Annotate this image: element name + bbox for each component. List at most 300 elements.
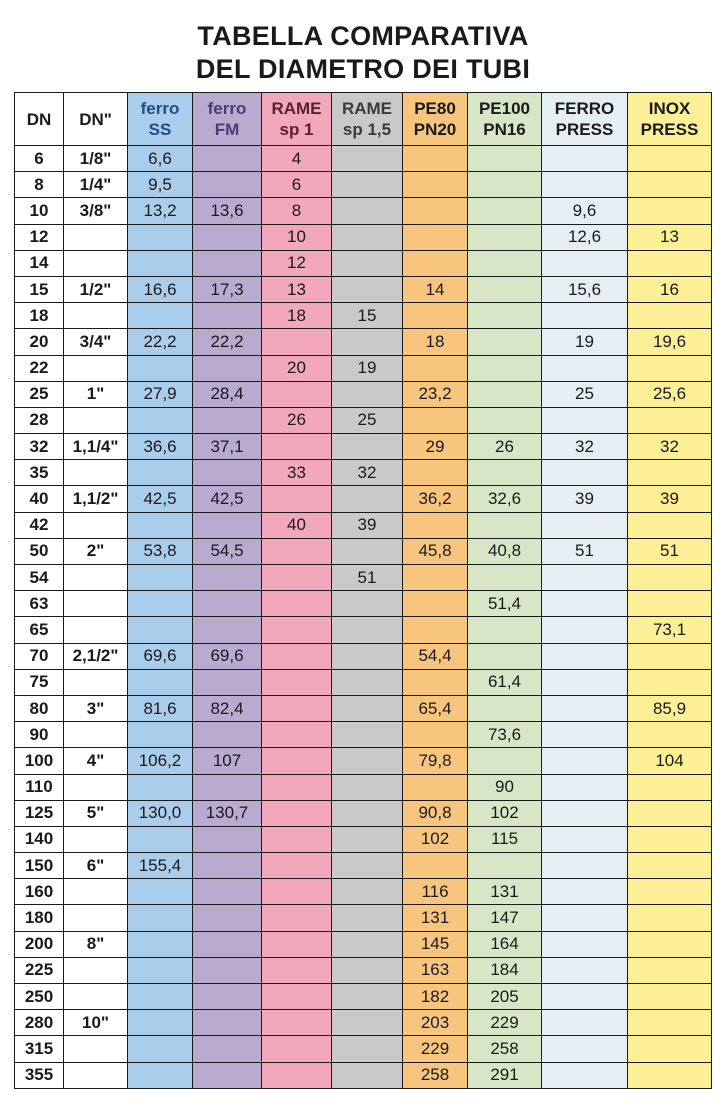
cell-pe100 bbox=[468, 617, 542, 643]
cell-ferro-press bbox=[542, 957, 628, 983]
cell-inox-press bbox=[628, 407, 712, 433]
header-ferro-ss bbox=[128, 93, 193, 146]
pipe-diameter-table bbox=[14, 92, 712, 1089]
header-ferro-ss-l1: ferro bbox=[140, 99, 180, 118]
table-row bbox=[15, 303, 712, 329]
cell-dn: 250 bbox=[15, 984, 64, 1010]
cell-pe100: 115 bbox=[468, 826, 542, 852]
cell-dn: 80 bbox=[15, 695, 64, 721]
header-ferro-fm-l1: ferro bbox=[207, 99, 247, 118]
cell-inox-press: 39 bbox=[628, 486, 712, 512]
cell-rame-sp15: 51 bbox=[332, 565, 403, 591]
cell-pe100 bbox=[468, 303, 542, 329]
table-row bbox=[15, 329, 712, 355]
cell-rame-sp1 bbox=[262, 800, 332, 826]
cell-dn-inch bbox=[64, 1062, 128, 1088]
cell-dn: 180 bbox=[15, 905, 64, 931]
cell-dn-inch bbox=[64, 565, 128, 591]
cell-ferro-fm bbox=[193, 1036, 262, 1062]
cell-rame-sp1 bbox=[262, 381, 332, 407]
cell-pe80 bbox=[403, 224, 468, 250]
cell-ferro-fm: 37,1 bbox=[193, 434, 262, 460]
cell-ferro-ss bbox=[128, 250, 193, 276]
cell-rame-sp1 bbox=[262, 826, 332, 852]
cell-ferro-fm bbox=[193, 512, 262, 538]
cell-pe100 bbox=[468, 460, 542, 486]
cell-ferro-press bbox=[542, 146, 628, 172]
cell-ferro-fm bbox=[193, 250, 262, 276]
header-inox-press bbox=[628, 93, 712, 146]
cell-pe80 bbox=[403, 565, 468, 591]
cell-ferro-fm bbox=[193, 617, 262, 643]
cell-ferro-fm bbox=[193, 303, 262, 329]
cell-ferro-fm: 107 bbox=[193, 748, 262, 774]
cell-ferro-ss bbox=[128, 460, 193, 486]
cell-inox-press bbox=[628, 643, 712, 669]
cell-ferro-press bbox=[542, 1010, 628, 1036]
cell-dn: 110 bbox=[15, 774, 64, 800]
cell-rame-sp1: 12 bbox=[262, 250, 332, 276]
table-row bbox=[15, 984, 712, 1010]
cell-inox-press bbox=[628, 146, 712, 172]
cell-pe80 bbox=[403, 460, 468, 486]
cell-ferro-fm: 28,4 bbox=[193, 381, 262, 407]
cell-rame-sp1: 13 bbox=[262, 276, 332, 302]
cell-inox-press: 19,6 bbox=[628, 329, 712, 355]
cell-dn-inch bbox=[64, 984, 128, 1010]
cell-ferro-fm: 69,6 bbox=[193, 643, 262, 669]
cell-rame-sp1: 18 bbox=[262, 303, 332, 329]
cell-dn: 75 bbox=[15, 669, 64, 695]
cell-inox-press bbox=[628, 1036, 712, 1062]
cell-rame-sp15 bbox=[332, 931, 403, 957]
table-row bbox=[15, 565, 712, 591]
cell-dn-inch bbox=[64, 669, 128, 695]
cell-inox-press bbox=[628, 879, 712, 905]
cell-dn: 100 bbox=[15, 748, 64, 774]
header-ferro-press-l2: PRESS bbox=[555, 120, 614, 139]
cell-ferro-ss bbox=[128, 617, 193, 643]
cell-ferro-ss bbox=[128, 303, 193, 329]
table-row bbox=[15, 486, 712, 512]
table-row bbox=[15, 853, 712, 879]
cell-rame-sp15: 25 bbox=[332, 407, 403, 433]
cell-dn-inch: 1/4" bbox=[64, 172, 128, 198]
cell-ferro-press: 15,6 bbox=[542, 276, 628, 302]
cell-ferro-fm bbox=[193, 879, 262, 905]
cell-pe100 bbox=[468, 224, 542, 250]
cell-ferro-fm: 22,2 bbox=[193, 329, 262, 355]
header-ferro-press-l1: FERRO bbox=[554, 99, 615, 118]
cell-dn-inch: 1/2" bbox=[64, 276, 128, 302]
cell-inox-press bbox=[628, 355, 712, 381]
cell-rame-sp15 bbox=[332, 984, 403, 1010]
cell-ferro-ss bbox=[128, 1036, 193, 1062]
cell-inox-press: 13 bbox=[628, 224, 712, 250]
header-pe100 bbox=[468, 93, 542, 146]
cell-rame-sp1: 40 bbox=[262, 512, 332, 538]
cell-pe100: 90 bbox=[468, 774, 542, 800]
cell-dn-inch: 5" bbox=[64, 800, 128, 826]
cell-dn: 20 bbox=[15, 329, 64, 355]
cell-rame-sp1 bbox=[262, 695, 332, 721]
cell-rame-sp15 bbox=[332, 172, 403, 198]
header-ferro-ss-l2: SS bbox=[148, 120, 172, 139]
cell-ferro-press: 51 bbox=[542, 538, 628, 564]
cell-ferro-ss bbox=[128, 774, 193, 800]
cell-dn-inch: 3/8" bbox=[64, 198, 128, 224]
cell-rame-sp1: 10 bbox=[262, 224, 332, 250]
cell-dn-inch: 4" bbox=[64, 748, 128, 774]
cell-inox-press bbox=[628, 250, 712, 276]
cell-dn: 14 bbox=[15, 250, 64, 276]
cell-inox-press bbox=[628, 1062, 712, 1088]
cell-rame-sp15: 32 bbox=[332, 460, 403, 486]
cell-ferro-fm bbox=[193, 146, 262, 172]
cell-pe80 bbox=[403, 853, 468, 879]
cell-ferro-fm bbox=[193, 826, 262, 852]
cell-rame-sp1 bbox=[262, 486, 332, 512]
cell-ferro-press bbox=[542, 748, 628, 774]
cell-pe100 bbox=[468, 643, 542, 669]
cell-dn: 8 bbox=[15, 172, 64, 198]
cell-inox-press: 25,6 bbox=[628, 381, 712, 407]
cell-rame-sp1: 4 bbox=[262, 146, 332, 172]
cell-dn: 42 bbox=[15, 512, 64, 538]
cell-dn-inch bbox=[64, 250, 128, 276]
cell-rame-sp15 bbox=[332, 1062, 403, 1088]
cell-ferro-ss bbox=[128, 355, 193, 381]
cell-dn-inch bbox=[64, 1036, 128, 1062]
cell-ferro-ss bbox=[128, 565, 193, 591]
header-pe100-l2: PN16 bbox=[483, 120, 526, 139]
cell-pe100: 40,8 bbox=[468, 538, 542, 564]
table-row bbox=[15, 146, 712, 172]
cell-ferro-ss bbox=[128, 669, 193, 695]
cell-pe80: 229 bbox=[403, 1036, 468, 1062]
cell-ferro-press bbox=[542, 722, 628, 748]
cell-inox-press bbox=[628, 905, 712, 931]
cell-dn-inch bbox=[64, 303, 128, 329]
cell-pe80 bbox=[403, 407, 468, 433]
cell-inox-press bbox=[628, 1010, 712, 1036]
cell-rame-sp15 bbox=[332, 329, 403, 355]
cell-inox-press bbox=[628, 800, 712, 826]
cell-dn-inch bbox=[64, 460, 128, 486]
cell-ferro-press bbox=[542, 172, 628, 198]
cell-rame-sp15 bbox=[332, 486, 403, 512]
cell-ferro-fm bbox=[193, 407, 262, 433]
cell-inox-press bbox=[628, 198, 712, 224]
cell-rame-sp1 bbox=[262, 748, 332, 774]
table-row bbox=[15, 1062, 712, 1088]
header-dn-l1: DN bbox=[26, 109, 52, 129]
header-rame-sp15-l2: sp 1,5 bbox=[342, 120, 392, 139]
cell-ferro-ss bbox=[128, 984, 193, 1010]
cell-rame-sp15 bbox=[332, 643, 403, 669]
cell-ferro-press bbox=[542, 591, 628, 617]
cell-ferro-press bbox=[542, 407, 628, 433]
cell-dn-inch bbox=[64, 957, 128, 983]
cell-pe100 bbox=[468, 250, 542, 276]
table-row bbox=[15, 826, 712, 852]
cell-ferro-fm bbox=[193, 1010, 262, 1036]
cell-ferro-press bbox=[542, 1062, 628, 1088]
cell-inox-press bbox=[628, 565, 712, 591]
cell-dn: 10 bbox=[15, 198, 64, 224]
cell-ferro-press bbox=[542, 303, 628, 329]
cell-ferro-ss: 13,2 bbox=[128, 198, 193, 224]
cell-inox-press bbox=[628, 512, 712, 538]
cell-pe80: 182 bbox=[403, 984, 468, 1010]
header-inox-press-l1: INOX bbox=[648, 99, 691, 118]
cell-rame-sp1 bbox=[262, 1010, 332, 1036]
cell-rame-sp1 bbox=[262, 669, 332, 695]
cell-ferro-fm: 54,5 bbox=[193, 538, 262, 564]
cell-pe100: 184 bbox=[468, 957, 542, 983]
cell-pe80: 14 bbox=[403, 276, 468, 302]
cell-dn: 90 bbox=[15, 722, 64, 748]
table-row bbox=[15, 381, 712, 407]
table-row bbox=[15, 172, 712, 198]
cell-inox-press bbox=[628, 774, 712, 800]
cell-ferro-press: 32 bbox=[542, 434, 628, 460]
cell-rame-sp1 bbox=[262, 434, 332, 460]
cell-rame-sp15 bbox=[332, 381, 403, 407]
cell-ferro-press bbox=[542, 355, 628, 381]
page-title bbox=[0, 0, 726, 88]
cell-rame-sp15 bbox=[332, 905, 403, 931]
cell-ferro-ss: 6,6 bbox=[128, 146, 193, 172]
cell-pe80 bbox=[403, 303, 468, 329]
cell-ferro-press bbox=[542, 984, 628, 1010]
cell-pe100 bbox=[468, 512, 542, 538]
header-ferro-fm bbox=[193, 93, 262, 146]
cell-dn: 160 bbox=[15, 879, 64, 905]
cell-dn-inch bbox=[64, 722, 128, 748]
cell-pe100: 61,4 bbox=[468, 669, 542, 695]
cell-rame-sp1 bbox=[262, 931, 332, 957]
cell-pe80: 131 bbox=[403, 905, 468, 931]
cell-rame-sp15 bbox=[332, 1036, 403, 1062]
cell-ferro-fm bbox=[193, 1062, 262, 1088]
cell-ferro-fm bbox=[193, 565, 262, 591]
cell-ferro-press bbox=[542, 1036, 628, 1062]
cell-pe100 bbox=[468, 407, 542, 433]
cell-dn: 6 bbox=[15, 146, 64, 172]
cell-ferro-fm bbox=[193, 460, 262, 486]
cell-pe80: 90,8 bbox=[403, 800, 468, 826]
cell-ferro-press: 9,6 bbox=[542, 198, 628, 224]
table-row bbox=[15, 617, 712, 643]
cell-pe80 bbox=[403, 591, 468, 617]
cell-inox-press bbox=[628, 303, 712, 329]
cell-rame-sp15 bbox=[332, 774, 403, 800]
header-rame-sp1-l2: sp 1 bbox=[279, 120, 314, 139]
cell-rame-sp15 bbox=[332, 722, 403, 748]
cell-rame-sp15 bbox=[332, 957, 403, 983]
cell-inox-press bbox=[628, 172, 712, 198]
cell-rame-sp15 bbox=[332, 434, 403, 460]
cell-dn-inch bbox=[64, 591, 128, 617]
table-row bbox=[15, 1036, 712, 1062]
cell-ferro-ss: 9,5 bbox=[128, 172, 193, 198]
cell-dn-inch bbox=[64, 774, 128, 800]
cell-pe100: 147 bbox=[468, 905, 542, 931]
table-row bbox=[15, 643, 712, 669]
cell-dn: 125 bbox=[15, 800, 64, 826]
cell-rame-sp15 bbox=[332, 826, 403, 852]
cell-rame-sp1 bbox=[262, 905, 332, 931]
cell-pe80: 54,4 bbox=[403, 643, 468, 669]
cell-ferro-press: 19 bbox=[542, 329, 628, 355]
table-row bbox=[15, 931, 712, 957]
cell-dn: 35 bbox=[15, 460, 64, 486]
cell-rame-sp1 bbox=[262, 722, 332, 748]
cell-rame-sp15: 15 bbox=[332, 303, 403, 329]
table-row bbox=[15, 224, 712, 250]
table-row bbox=[15, 512, 712, 538]
cell-pe80 bbox=[403, 722, 468, 748]
table-row bbox=[15, 800, 712, 826]
header-dn-inch-l1: DN" bbox=[79, 109, 112, 129]
cell-pe100 bbox=[468, 355, 542, 381]
cell-pe100: 51,4 bbox=[468, 591, 542, 617]
cell-rame-sp15 bbox=[332, 538, 403, 564]
cell-dn-inch: 1,1/2" bbox=[64, 486, 128, 512]
cell-rame-sp15 bbox=[332, 748, 403, 774]
cell-rame-sp15 bbox=[332, 853, 403, 879]
cell-rame-sp1 bbox=[262, 643, 332, 669]
cell-dn-inch: 3" bbox=[64, 695, 128, 721]
cell-rame-sp1 bbox=[262, 1062, 332, 1088]
cell-pe100: 229 bbox=[468, 1010, 542, 1036]
header-rame-sp15 bbox=[332, 93, 403, 146]
cell-dn: 25 bbox=[15, 381, 64, 407]
cell-pe100: 26 bbox=[468, 434, 542, 460]
cell-ferro-fm bbox=[193, 774, 262, 800]
header-ferro-press bbox=[542, 93, 628, 146]
cell-ferro-fm bbox=[193, 172, 262, 198]
cell-rame-sp1 bbox=[262, 984, 332, 1010]
table-row bbox=[15, 905, 712, 931]
cell-dn: 22 bbox=[15, 355, 64, 381]
cell-ferro-fm: 17,3 bbox=[193, 276, 262, 302]
table-row bbox=[15, 774, 712, 800]
cell-inox-press bbox=[628, 957, 712, 983]
cell-ferro-ss: 69,6 bbox=[128, 643, 193, 669]
cell-ferro-fm bbox=[193, 853, 262, 879]
cell-ferro-ss bbox=[128, 224, 193, 250]
table-row bbox=[15, 669, 712, 695]
cell-pe100: 164 bbox=[468, 931, 542, 957]
cell-ferro-ss: 130,0 bbox=[128, 800, 193, 826]
cell-pe100 bbox=[468, 748, 542, 774]
cell-rame-sp15 bbox=[332, 800, 403, 826]
cell-dn: 225 bbox=[15, 957, 64, 983]
cell-pe80: 18 bbox=[403, 329, 468, 355]
cell-rame-sp15 bbox=[332, 591, 403, 617]
cell-dn: 18 bbox=[15, 303, 64, 329]
cell-pe100: 131 bbox=[468, 879, 542, 905]
cell-rame-sp1: 26 bbox=[262, 407, 332, 433]
cell-dn-inch: 2" bbox=[64, 538, 128, 564]
table-row bbox=[15, 695, 712, 721]
cell-inox-press bbox=[628, 931, 712, 957]
cell-pe80: 116 bbox=[403, 879, 468, 905]
cell-rame-sp15 bbox=[332, 617, 403, 643]
cell-ferro-press bbox=[542, 617, 628, 643]
table-row bbox=[15, 538, 712, 564]
header-dn-inch bbox=[64, 93, 128, 146]
cell-pe100: 73,6 bbox=[468, 722, 542, 748]
cell-dn-inch: 1,1/4" bbox=[64, 434, 128, 460]
cell-inox-press bbox=[628, 460, 712, 486]
cell-ferro-press: 12,6 bbox=[542, 224, 628, 250]
cell-pe80 bbox=[403, 669, 468, 695]
cell-rame-sp15 bbox=[332, 146, 403, 172]
cell-rame-sp15 bbox=[332, 224, 403, 250]
cell-rame-sp1: 20 bbox=[262, 355, 332, 381]
cell-rame-sp15 bbox=[332, 198, 403, 224]
cell-ferro-ss bbox=[128, 512, 193, 538]
cell-pe80: 145 bbox=[403, 931, 468, 957]
table-row bbox=[15, 879, 712, 905]
cell-pe100: 291 bbox=[468, 1062, 542, 1088]
cell-dn-inch: 6" bbox=[64, 853, 128, 879]
cell-pe100 bbox=[468, 172, 542, 198]
header-pe80-l2: PN20 bbox=[413, 120, 457, 139]
cell-pe100 bbox=[468, 565, 542, 591]
table-row bbox=[15, 957, 712, 983]
cell-ferro-ss bbox=[128, 1062, 193, 1088]
cell-dn: 140 bbox=[15, 826, 64, 852]
cell-rame-sp1 bbox=[262, 774, 332, 800]
cell-ferro-press bbox=[542, 512, 628, 538]
cell-dn: 15 bbox=[15, 276, 64, 302]
cell-inox-press bbox=[628, 669, 712, 695]
cell-ferro-ss: 16,6 bbox=[128, 276, 193, 302]
cell-pe80: 36,2 bbox=[403, 486, 468, 512]
cell-dn: 315 bbox=[15, 1036, 64, 1062]
table-body bbox=[15, 146, 712, 1089]
table-row bbox=[15, 722, 712, 748]
cell-ferro-press bbox=[542, 643, 628, 669]
cell-ferro-fm bbox=[193, 355, 262, 381]
cell-ferro-fm: 13,6 bbox=[193, 198, 262, 224]
cell-pe80 bbox=[403, 617, 468, 643]
cell-inox-press bbox=[628, 984, 712, 1010]
table-row bbox=[15, 434, 712, 460]
cell-ferro-press: 25 bbox=[542, 381, 628, 407]
cell-dn-inch bbox=[64, 407, 128, 433]
cell-pe80: 79,8 bbox=[403, 748, 468, 774]
cell-dn: 54 bbox=[15, 565, 64, 591]
cell-ferro-press bbox=[542, 853, 628, 879]
cell-dn: 70 bbox=[15, 643, 64, 669]
cell-rame-sp15: 39 bbox=[332, 512, 403, 538]
cell-pe100 bbox=[468, 198, 542, 224]
table-row bbox=[15, 460, 712, 486]
cell-ferro-ss: 36,6 bbox=[128, 434, 193, 460]
table-row bbox=[15, 250, 712, 276]
cell-rame-sp1 bbox=[262, 1036, 332, 1062]
cell-dn: 150 bbox=[15, 853, 64, 879]
cell-ferro-press bbox=[542, 250, 628, 276]
cell-rame-sp15 bbox=[332, 695, 403, 721]
cell-ferro-press bbox=[542, 905, 628, 931]
cell-dn: 28 bbox=[15, 407, 64, 433]
